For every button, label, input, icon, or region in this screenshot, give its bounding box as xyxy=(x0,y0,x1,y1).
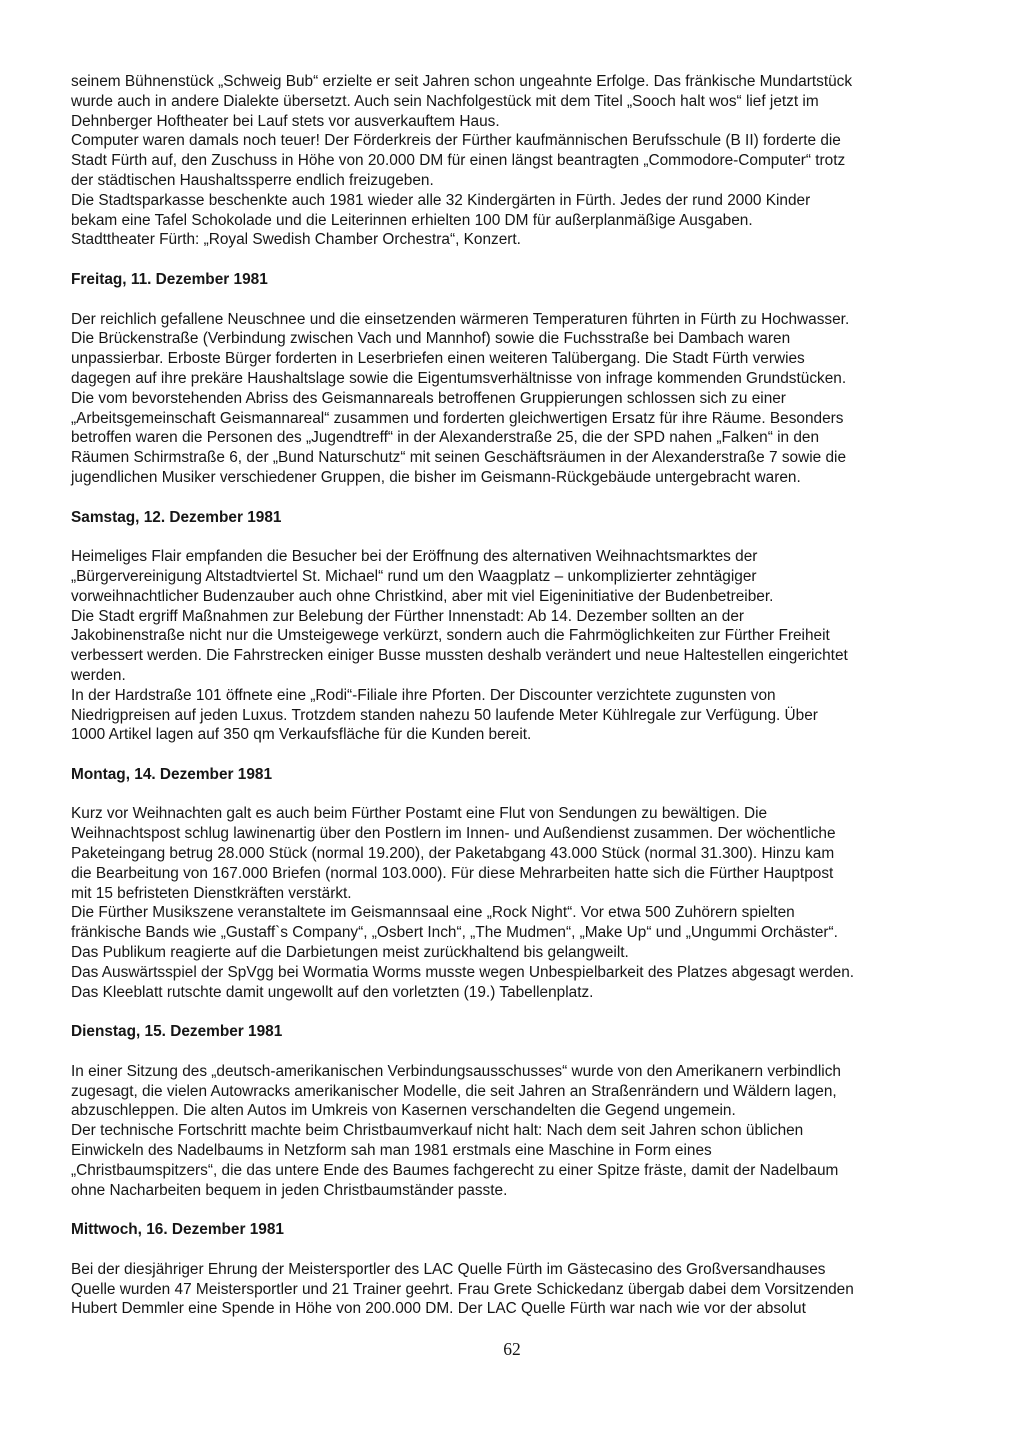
document-section xyxy=(71,765,964,1003)
text-line: Das Kleeblatt rutschte damit ungewollt auf den vorletzten (19.) Tabellenplatz. xyxy=(71,983,594,1001)
text-line: Kurz vor Weihnachten galt es auch beim Fürther Postamt eine Flut von Sendungen zu bewältigen. Die xyxy=(71,805,768,823)
text-line: „Bürgervereinigung Altstadtviertel St. Michael“ rund um den Waagplatz – unkomplizierter zehntägiger xyxy=(71,567,757,585)
document-section xyxy=(71,1022,964,1200)
text-line: unpassierbar. Erboste Bürger forderten in Leserbriefen einen weiteren Talübergang. Die Stadt Fürth verwies xyxy=(71,350,805,368)
text-line: Räumen Schirmstraße 6, der „Bund Naturschutz“ mit seinen Geschäftsräumen in der Alexanderstraße 7 sowie die xyxy=(71,449,847,467)
text-line: bekam eine Tafel Schokolade und die Leiterinnen erhielten 100 DM für außerplanmäßige Ausgaben. xyxy=(71,211,753,229)
text-line: betroffen waren die Personen des „Jugendtreff“ in der Alexanderstraße 25, die der SPD nahen „Falken“ in den xyxy=(71,429,820,447)
document-section xyxy=(71,72,964,250)
section-heading: Samstag, 12. Dezember 1981 xyxy=(71,508,282,526)
text-line: Das Publikum reagierte auf die Darbietungen meist zurückhaltend bis gelangweilt. xyxy=(71,944,629,962)
text-line: mit 15 befristeten Dienstkräften verstärkt. xyxy=(71,884,352,902)
text-line: Die Stadtsparkasse beschenkte auch 1981 wieder alle 32 Kindergärten in Fürth. Jedes der rund 2000 Kinder xyxy=(71,191,811,209)
text-line: verbessert werden. Die Fahrstrecken einiger Busse mussten deshalb verändert und neue Haltestellen eingerichtet xyxy=(71,647,848,665)
document-section xyxy=(71,1220,964,1319)
text-line: Bei der diesjähriger Ehrung der Meistersportler des LAC Quelle Fürth im Gästecasino des Großversandhauses xyxy=(71,1260,826,1278)
text-line: Das Auswärtsspiel der SpVgg bei Wormatia Worms musste wegen Unbespielbarkeit des Platzes abgesagt werden. xyxy=(71,963,855,981)
text-line: Hubert Demmler eine Spende in Höhe von 200.000 DM. Der LAC Quelle Fürth war nach wie vor der absolut xyxy=(71,1300,806,1318)
page-number: 62 xyxy=(503,1339,521,1359)
text-line: fränkische Bands wie „Gustaff`s Company“, „Osbert Inch“, „The Mudmen“, „Make Up“ und „Ungummi Orchäster“. xyxy=(71,924,838,942)
text-line: Die Fürther Musikszene veranstaltete im Geismannsaal eine „Rock Night“. Vor etwa 500 Zuhörern spielten xyxy=(71,904,795,922)
text-line: Niedrigpreisen auf jeden Luxus. Trotzdem standen nahezu 50 laufende Meter Kühlregale zur Verfügung. Über xyxy=(71,706,818,724)
text-line: Jakobinenstraße nicht nur die Umsteigewege verkürzt, sondern auch die Fahrmöglichkeiten zur Fürther Freiheit xyxy=(71,627,830,645)
text-line: In einer Sitzung des „deutsch-amerikanischen Verbindungsausschusses“ wurde von den Amerikanern verbindlich xyxy=(71,1062,841,1080)
text-line: Heimeliges Flair empfanden die Besucher bei der Eröffnung des alternativen Weihnachtsmarktes der xyxy=(71,548,758,566)
text-line: Weihnachtspost schlug lawinenartig über den Postlern im Innen- und Außendienst zusammen. Der wöchentliche xyxy=(71,825,836,843)
text-line: Stadt Fürth auf, den Zuschuss in Höhe von 20.000 DM für einen längst beantragten „Commodore-Computer“ trotz xyxy=(71,152,846,170)
text-line: abzuschleppen. Die alten Autos im Umkreis von Kasernen verschandelten die Gegend ungemein. xyxy=(71,1102,736,1120)
document-section xyxy=(71,270,964,488)
text-line: die Bearbeitung von 167.000 Briefen (normal 103.000). Für diese Mehrarbeiten hatte sich die Fürther Hauptpost xyxy=(71,864,834,882)
text-line: werden. xyxy=(71,666,126,684)
text-line: Die Brückenstraße (Verbindung zwischen Vach und Mannhof) sowie die Fuchsstraße bei Dambach waren xyxy=(71,330,791,348)
text-line: Paketeingang betrug 28.000 Stück (normal 19.200), der Paketabgang 43.000 Stück (normal 31.300). Hinzu kam xyxy=(71,845,835,863)
text-line: Die Stadt ergriff Maßnahmen zur Belebung der Fürther Innenstadt: Ab 14. Dezember sollten an der xyxy=(71,607,745,625)
section-heading: Montag, 14. Dezember 1981 xyxy=(71,765,273,783)
text-line: dagegen auf ihre prekäre Haushaltslage sowie die Eigentumsverhältnisse von infrage kommenden Grundstücken. xyxy=(71,369,847,387)
text-line: vorweihnachtlicher Budenzauber auch ohne Christkind, aber mit viel Eigeninitiative der Budenbetreiber. xyxy=(71,587,774,605)
text-line: Quelle wurden 47 Meistersportler und 21 Trainer geehrt. Frau Grete Schickedanz übergab dabei dem Vorsitzenden xyxy=(71,1280,854,1298)
text-line: „Arbeitsgemeinschaft Geismannareal“ zusammen und forderten gleichwertigen Ersatz für ihre Räume. Besonders xyxy=(71,409,844,427)
section-heading: Mittwoch, 16. Dezember 1981 xyxy=(71,1221,284,1239)
section-heading: Freitag, 11. Dezember 1981 xyxy=(71,270,268,288)
text-line: Computer waren damals noch teuer! Der Förderkreis der Fürther kaufmännischen Berufsschule (B II) forderte die xyxy=(71,132,841,150)
text-line: jugendlichen Musiker verschiedener Gruppen, die bisher im Geismann-Rückgebäude untergebracht waren. xyxy=(71,468,801,486)
text-line: „Christbaumspitzers“, die das untere Ende des Baumes fachgerecht zu einer Spitze fräste, damit der Nadelbaum xyxy=(71,1161,839,1179)
text-line: Einwickeln des Nadelbaums in Netzform sah man 1981 erstmals eine Maschine in Form eines xyxy=(71,1142,712,1160)
section-heading: Dienstag, 15. Dezember 1981 xyxy=(71,1023,283,1041)
text-line: ohne Nacharbeiten bequem in jeden Christbaumständer passte. xyxy=(71,1181,508,1199)
text-line: Der technische Fortschritt machte beim Christbaumverkauf nicht halt: Nach dem seit Jahren schon üblichen xyxy=(71,1122,804,1140)
text-line: seinem Bühnenstück „Schweig Bub“ erzielte er seit Jahren schon ungeahnte Erfolge. Das fränkische Mundartstück xyxy=(71,73,853,90)
text-line: In der Hardstraße 101 öffnete eine „Rodi“-Filiale ihre Pforten. Der Discounter verzichtete zugunsten von xyxy=(71,686,776,704)
text-line: Der reichlich gefallene Neuschnee und die einsetzenden wärmeren Temperaturen führten in Fürth zu Hochwasser. xyxy=(71,310,850,328)
text-line: Dehnberger Hoftheater bei Lauf stets vor ausverkauftem Haus. xyxy=(71,112,500,130)
text-line: wurde auch in andere Dialekte übersetzt. Auch sein Nachfolgestück mit dem Titel „Sooch halt wos“ lief jetzt im xyxy=(71,92,819,110)
text-line: zugesagt, die vielen Autowracks amerikanischer Modelle, die seit Jahren an Straßenrändern und Wäldern lagen, xyxy=(71,1082,837,1100)
text-line: Stadttheater Fürth: „Royal Swedish Chamber Orchestra“, Konzert. xyxy=(71,231,521,249)
text-line: der städtischen Haushaltssperre endlich freizugeben. xyxy=(71,171,434,189)
text-line: 1000 Artikel lagen auf 350 qm Verkaufsfläche für die Kunden bereit. xyxy=(71,726,532,744)
text-line: Die vom bevorstehenden Abriss des Geismannareals betroffenen Gruppierungen schlossen sich zu einer xyxy=(71,389,786,407)
document-section xyxy=(71,508,964,746)
